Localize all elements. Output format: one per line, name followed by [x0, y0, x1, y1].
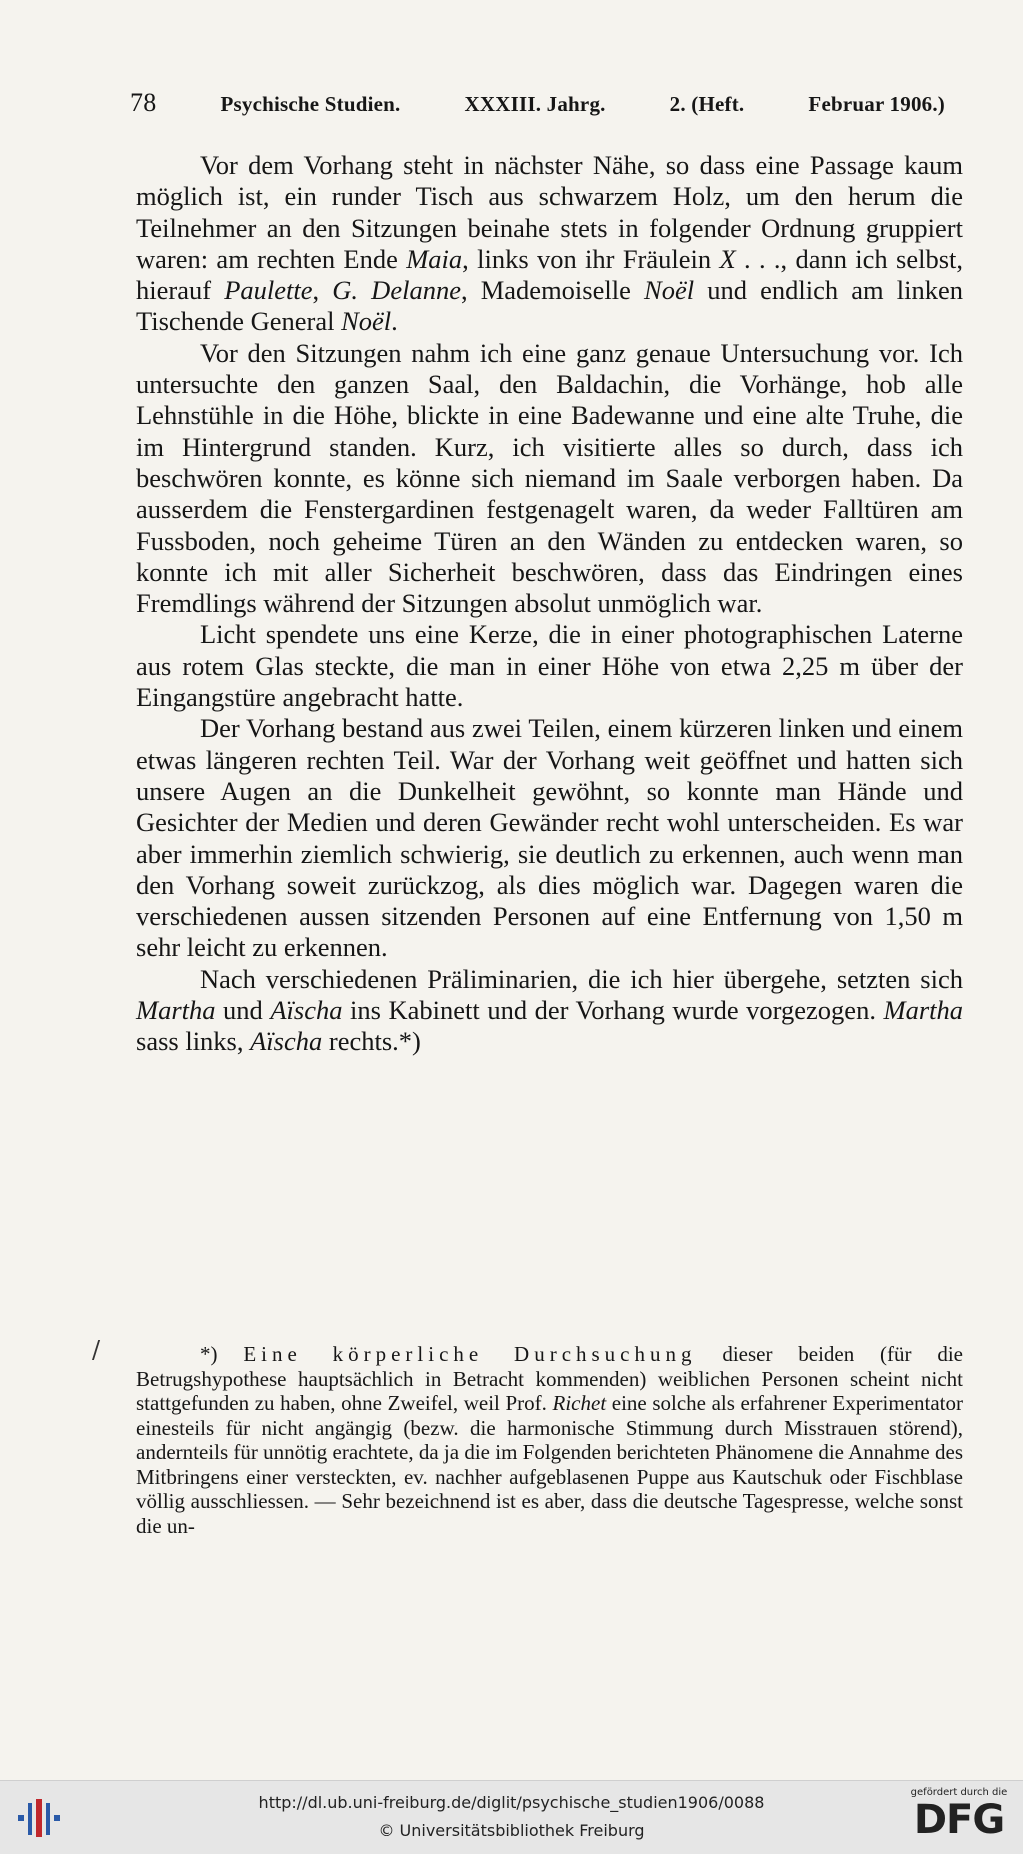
dfg-wordmark: DFG	[913, 1797, 1005, 1843]
dfg-funding-label: gefördert durch die	[910, 1787, 1008, 1798]
footnote-spaced-phrase: Eine körperliche Durchsuchung	[243, 1342, 697, 1366]
paragraph-2: Vor den Sitzungen nahm ich eine ganz genaue Untersuchung vor. Ich untersuchte den ganzen Saal, den Baldachin, die Vorhänge, hob alle Lehnstühle in die Höhe, blickte in eine Badewanne und eine alte Truhe, die im Hintergrund standen. Kurz, ich visitierte alles so durch, dass ich beschwören konnte, es könne sich niemand im Saale verborgen haben. Da ausserdem die Fenstergardinen festgenagelt waren, da weder Falltüren am Fussboden, noch geheime Türen an den Wänden zu entdecken waren, so konnte ich mit aller Sicherheit beschwören, dass das Eindringen eines Fremdlings während der Sitzungen absolut unmöglich war.	[136, 337, 963, 619]
name-maia: Maia	[406, 243, 463, 274]
issue-label: 2. (Heft.	[669, 92, 745, 116]
name-general-noel: Noël	[341, 306, 392, 337]
name-richet: Richet	[552, 1391, 607, 1415]
footnote: *) Eine körperliche Durchsuchung dieser beiden (für die Betrugshypothese hauptsächlich in Betracht kommenden) weiblichen Personen scheint nicht stattgefunden zu haben, ohne Zweifel, weil Prof. Richet eine solche als erfahrener Experimentator einesteils für nicht angängig (bezw. die harmonische Stimmung durch Misstrauen störend), andernteils für unnötig erachtete, da ja die im Folgenden berichteten Phänomene die Annahme des Mitbringens einer versteckten, ev. nachher aufgeblasenen Puppe aus Kautschuk oder Fischblase völlig ausschliessen. — Sehr bezeichnend ist es aber, dass die deutsche Tagespresse, welche sonst die un-	[136, 1342, 964, 1538]
viewer-footer	[0, 1780, 1023, 1854]
name-martha: Martha	[136, 995, 216, 1026]
footnote-marker: *)	[200, 1342, 218, 1366]
name-aischa-2: Aïscha	[250, 1026, 323, 1057]
page-url-link[interactable]: http://dl.ub.uni-freiburg.de/diglit/psychische_studien1906/0088	[258, 1793, 765, 1812]
paragraph-1: Vor dem Vorhang steht in nächster Nähe, so dass eine Passage kaum möglich ist, ein runder Tisch aus schwarzem Holz, um den herum die Teilnehmer an den Sitzungen beinahe stets in folgender Ordnung gruppiert waren: am rechten Ende Maia, links von ihr Fräulein X . . ., dann ich selbst, hierauf Paulette, G. Delanne, Mademoiselle Noël und endlich am linken Tischende General Noël.	[136, 150, 964, 337]
issue-date: Februar 1906.)	[808, 92, 945, 116]
volume-label: XXXIII. Jahrg.	[464, 92, 606, 116]
name-x: X	[719, 243, 736, 274]
dfg-logo	[907, 1787, 1011, 1849]
name-paulette: Paulette	[224, 275, 313, 306]
name-aischa: Aïscha	[270, 995, 343, 1026]
copyright-notice: © Universitätsbibliothek Freiburg	[378, 1821, 645, 1840]
margin-pencil-mark: /	[92, 1336, 101, 1364]
paragraph-3: Licht spendete uns eine Kerze, die in einer photographischen Laterne aus rotem Glas steckte, die man in einer Höhe von etwa 2,25 m über der Eingangstüre angebracht hatte.	[136, 619, 963, 713]
journal-title: Psychische Studien.	[220, 92, 401, 116]
running-header	[130, 88, 945, 128]
paragraph-5: Nach verschiedenen Präliminarien, die ich hier übergehe, setzten sich Martha und Aïscha ins Kabinett und der Vorhang wurde vorgezogen. Martha sass links, Aïscha rechts.*)	[136, 963, 963, 1057]
page-number: 78	[130, 88, 157, 117]
paragraph-4: Der Vorhang bestand aus zwei Teilen, einem kürzeren linken und einem etwas längeren rechten Teil. War der Vorhang weit geöffnet und hatten sich unsere Augen an die Dunkelheit gewöhnt, so konnte man Hände und Gesichter der Medien und deren Gewänder recht wohl unterscheiden. Es war aber immerhin ziemlich schwierig, sie deutlich zu erkennen, auch wenn man den Vorhang soweit zurückzog, als dies möglich war. Dagegen waren die verschiedenen aussen sitzenden Personen auf eine Entfernung von 1,50 m sehr leicht zu erkennen.	[136, 713, 963, 963]
name-noel: Noël	[644, 275, 695, 306]
name-delanne: G. Delanne	[332, 275, 461, 306]
body-text	[136, 150, 963, 1058]
name-martha-2: Martha	[883, 995, 963, 1026]
